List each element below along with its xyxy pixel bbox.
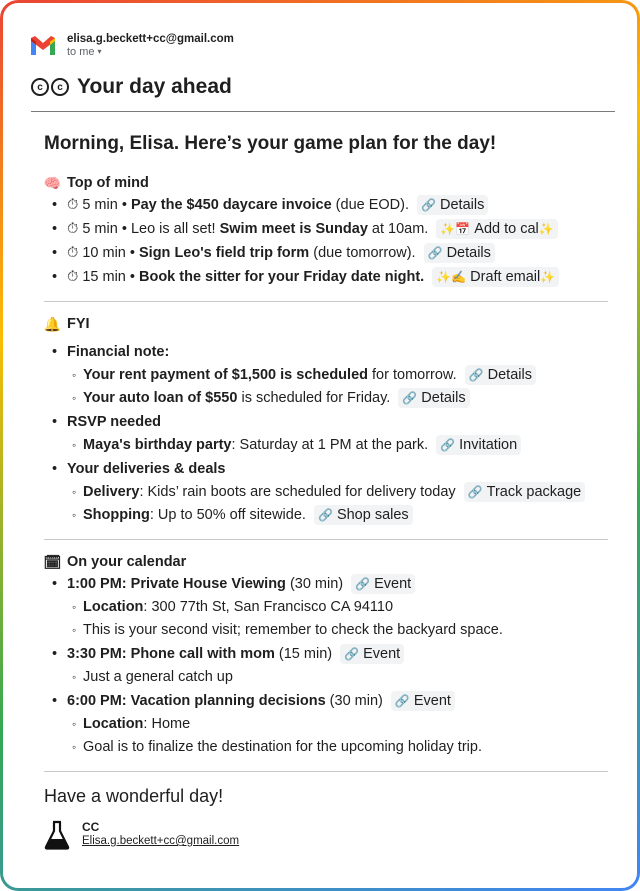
recipient-label: to me bbox=[67, 46, 95, 58]
link-icon: 🔗 bbox=[427, 246, 443, 260]
cc-logo-icon bbox=[31, 78, 69, 96]
group-label: Financial note: bbox=[67, 344, 170, 360]
item-bold: Delivery bbox=[83, 484, 140, 500]
link-icon: 🔗 bbox=[344, 647, 360, 661]
add-to-cal-chip[interactable] bbox=[436, 219, 557, 239]
chip-label: Track package bbox=[486, 484, 582, 500]
sub-list bbox=[67, 434, 614, 457]
calendar-list bbox=[52, 572, 614, 759]
list-item bbox=[52, 642, 614, 689]
group-label: Your deliveries & deals bbox=[67, 461, 226, 477]
sender-address: elisa.g.beckett+cc@gmail.com bbox=[67, 33, 234, 45]
signature-text bbox=[82, 820, 239, 848]
event-duration: (30 min) bbox=[325, 693, 383, 709]
task-bold: Pay the $450 daycare invoice bbox=[130, 197, 332, 213]
bell-icon: 🔔 bbox=[43, 316, 62, 332]
event-duration: (30 min) bbox=[285, 576, 344, 592]
list-item bbox=[52, 193, 614, 217]
item-rest: : Home bbox=[143, 716, 191, 732]
chip-label: Details bbox=[487, 367, 532, 383]
cc-logo-circle: c bbox=[51, 78, 69, 96]
list-item bbox=[52, 241, 614, 265]
flask-icon bbox=[44, 820, 70, 850]
sub-list-item bbox=[67, 434, 614, 457]
signature-email-link[interactable]: Elisa.g.beckett+cc@gmail.com bbox=[82, 835, 240, 847]
link-icon: 🔗 bbox=[421, 198, 436, 212]
item-rest: for tomorrow. bbox=[368, 367, 457, 383]
group-label: RSVP needed bbox=[67, 414, 162, 430]
section-label: FYI bbox=[67, 316, 90, 332]
section-label: Top of mind bbox=[67, 175, 149, 191]
sender-block bbox=[67, 33, 234, 58]
email-card bbox=[3, 3, 637, 888]
writing-hand-icon: ✍ bbox=[451, 270, 467, 284]
task-rest: at 10am. bbox=[367, 221, 429, 237]
sub-list bbox=[67, 596, 614, 642]
link-icon: 🔗 bbox=[467, 485, 483, 499]
event-chip[interactable] bbox=[391, 691, 455, 711]
item-bold: Your rent payment of $1,500 is scheduled bbox=[83, 367, 368, 383]
draft-email-chip[interactable] bbox=[432, 267, 559, 287]
fyi-list bbox=[52, 340, 614, 527]
task-rest: (due tomorrow). bbox=[309, 245, 416, 261]
link-icon: 🔗 bbox=[355, 577, 371, 591]
title-row bbox=[31, 75, 232, 99]
sub-list bbox=[67, 666, 614, 689]
link-icon: 🔗 bbox=[402, 391, 418, 405]
item-rest: This is your second visit; remember to check the backyard space. bbox=[83, 622, 503, 638]
details-chip[interactable] bbox=[424, 243, 495, 263]
sub-list-item bbox=[67, 387, 614, 410]
list-item bbox=[52, 689, 614, 759]
list-item bbox=[52, 340, 614, 410]
item-rest: : Kids’ rain boots are scheduled for delivery today bbox=[139, 484, 456, 500]
chevron-down-icon[interactable]: ▾ bbox=[97, 47, 102, 56]
section-title-fyi bbox=[44, 314, 614, 334]
chip-label: Details bbox=[446, 245, 491, 261]
sub-list-item bbox=[67, 504, 614, 527]
top-of-mind-list bbox=[52, 193, 614, 289]
section-title-calendar bbox=[44, 552, 614, 572]
task-time: ⏱ 10 min • bbox=[67, 245, 139, 261]
task-bold: Swim meet is Sunday bbox=[219, 221, 368, 237]
task-pre: Leo is all set! bbox=[130, 221, 220, 237]
item-rest: is scheduled for Friday. bbox=[237, 390, 391, 406]
cc-logo-circle: c bbox=[31, 78, 49, 96]
title-divider bbox=[31, 111, 615, 112]
details-chip[interactable] bbox=[398, 388, 469, 408]
email-body bbox=[44, 131, 614, 850]
task-rest: (due EOD). bbox=[331, 197, 410, 213]
page-title: Your day ahead bbox=[77, 75, 232, 98]
item-bold: Location bbox=[83, 716, 144, 732]
list-item bbox=[52, 572, 614, 642]
section-divider bbox=[44, 771, 608, 772]
list-item bbox=[52, 410, 614, 457]
email-header bbox=[29, 33, 234, 58]
details-chip[interactable] bbox=[417, 195, 488, 215]
item-rest: Goal is to finalize the destination for the upcoming holiday trip. bbox=[83, 739, 482, 755]
sub-list-item bbox=[67, 596, 614, 619]
sub-list-item bbox=[67, 619, 614, 642]
link-icon: 🔗 bbox=[394, 694, 410, 708]
track-package-chip[interactable] bbox=[464, 482, 586, 502]
event-time: 3:30 PM: Phone call with mom bbox=[67, 646, 275, 662]
sparkle-icon: ✨ bbox=[440, 222, 456, 236]
event-chip[interactable] bbox=[340, 644, 404, 664]
sub-list bbox=[67, 481, 614, 527]
greeting-headline: Morning, Elisa. Here’s your game plan for the day! bbox=[44, 133, 497, 154]
item-bold: Your auto loan of $550 bbox=[83, 390, 238, 406]
item-rest: : Up to 50% off sitewide. bbox=[149, 507, 306, 523]
item-rest: Just a general catch up bbox=[83, 669, 233, 685]
item-bold: Shopping bbox=[83, 507, 150, 523]
chip-label: Event bbox=[363, 646, 401, 662]
task-bold: Book the sitter for your Friday date night. bbox=[139, 269, 425, 285]
chip-label: Invitation bbox=[459, 437, 518, 453]
sub-list-item bbox=[67, 736, 614, 759]
event-time: 1:00 PM: Private House Viewing bbox=[67, 576, 286, 592]
chip-label: Event bbox=[374, 576, 412, 592]
sub-list-item bbox=[67, 713, 614, 736]
item-bold: Maya's birthday party bbox=[83, 437, 232, 453]
sub-list-item bbox=[67, 666, 614, 689]
chip-label: Details bbox=[421, 390, 466, 406]
chip-label: Shop sales bbox=[336, 507, 409, 523]
brain-icon: 🧠 bbox=[43, 175, 62, 191]
task-bold: Sign Leo's field trip form bbox=[139, 245, 310, 261]
sparkle-icon: ✨ bbox=[540, 270, 556, 284]
link-icon: 🔗 bbox=[468, 368, 484, 382]
sub-list-item bbox=[67, 481, 614, 504]
list-item bbox=[52, 217, 614, 241]
event-time: 6:00 PM: Vacation planning decisions bbox=[67, 693, 326, 709]
chip-label: Details bbox=[440, 197, 485, 213]
item-rest: : 300 77th St, San Francisco CA 94110 bbox=[143, 599, 394, 615]
item-rest: : Saturday at 1 PM at the park. bbox=[231, 437, 429, 453]
signature bbox=[44, 820, 614, 850]
chip-label: Draft email bbox=[470, 269, 541, 285]
section-divider bbox=[44, 301, 608, 302]
task-time: ⏱ 15 min • bbox=[67, 269, 139, 285]
invitation-chip[interactable] bbox=[436, 435, 521, 455]
chip-label: Add to cal bbox=[474, 221, 539, 237]
task-time: ⏱ 5 min • bbox=[67, 197, 131, 213]
section-divider bbox=[44, 539, 608, 540]
sparkle-icon: ✨ bbox=[436, 270, 452, 284]
link-icon: 🔗 bbox=[440, 438, 456, 452]
details-chip[interactable] bbox=[465, 365, 536, 385]
sparkle-icon: ✨ bbox=[538, 222, 554, 236]
signature-name: CC bbox=[82, 820, 100, 834]
sub-list-item bbox=[67, 364, 614, 387]
section-title-top-of-mind bbox=[44, 173, 614, 193]
item-bold: Location bbox=[83, 599, 144, 615]
calendar-icon: 📅 bbox=[455, 222, 471, 236]
recipient-line[interactable] bbox=[67, 46, 234, 58]
event-chip[interactable] bbox=[351, 574, 415, 594]
calendar-icon: 🗓 bbox=[43, 554, 62, 570]
event-duration: (15 min) bbox=[274, 646, 333, 662]
sub-list bbox=[67, 364, 614, 410]
link-icon: 🔗 bbox=[317, 508, 333, 522]
task-time: ⏱ 5 min • bbox=[67, 221, 131, 237]
section-label: On your calendar bbox=[67, 554, 187, 570]
gmail-logo-icon bbox=[29, 35, 57, 57]
list-item bbox=[52, 265, 614, 289]
list-item bbox=[52, 457, 614, 527]
shop-sales-chip[interactable] bbox=[314, 505, 413, 525]
closing-message: Have a wonderful day! bbox=[44, 786, 224, 806]
chip-label: Event bbox=[413, 693, 451, 709]
sub-list bbox=[67, 713, 614, 759]
